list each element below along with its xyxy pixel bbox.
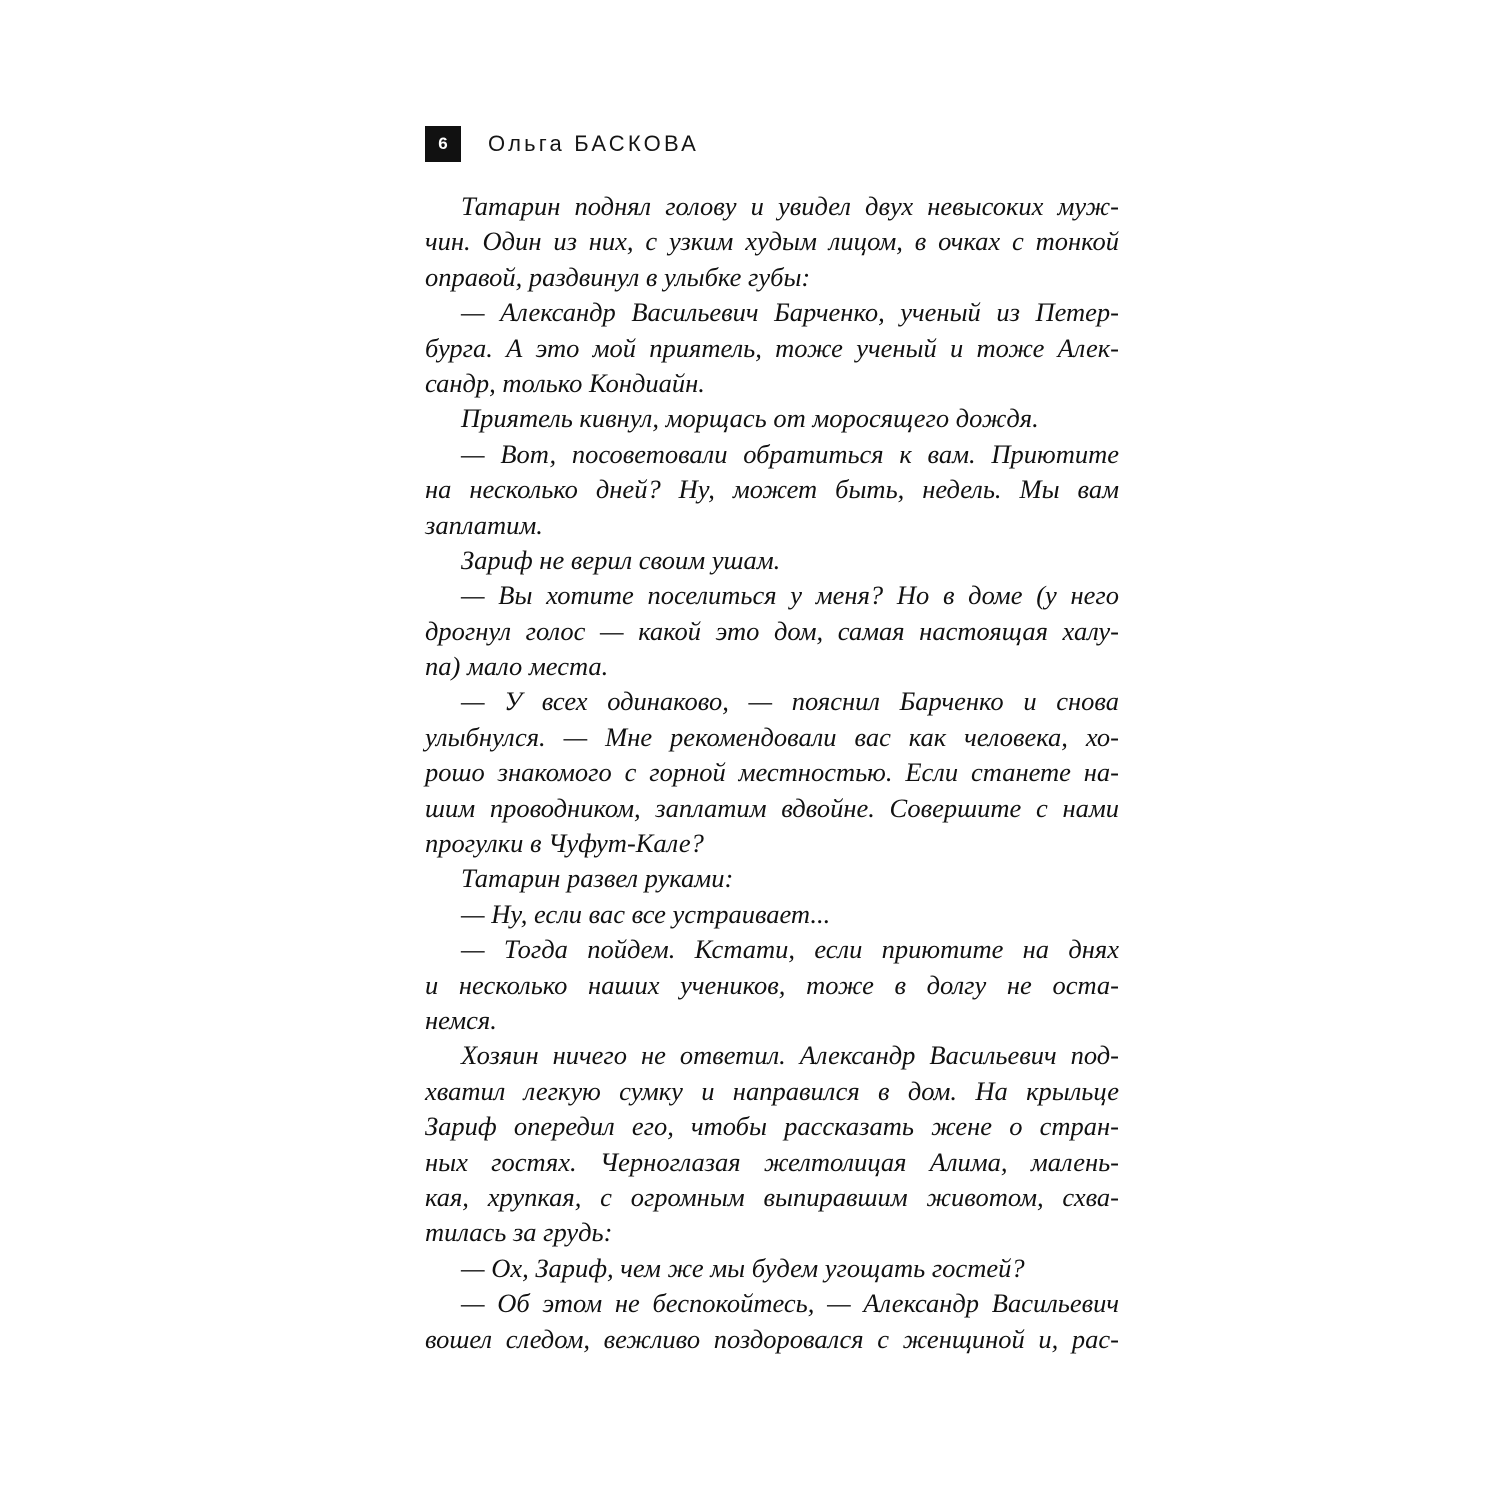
text-line: Зариф опередил его, чтобы рассказать жене о стран- [425,1111,1119,1142]
text-line: и несколько наших учеников, тоже в долгу не оста- [425,969,1119,1000]
text-line: — У всех одинаково, — пояснил Барченко и снова [461,686,1119,717]
text-line: заплатим. [425,509,543,540]
text-line: прогулки в Чуфут-Кале? [425,828,704,859]
text-line: — Тогда пойдем. Кстати, если приютите на днях [461,934,1119,965]
text-line: Зариф не верил своим ушам. [461,544,781,575]
text-line: оправой, раздвинул в улыбке губы: [425,261,811,292]
text-line: — Об этом не беспокойтесь, — Александр Васильевич [461,1288,1119,1319]
text-line: сандр, только Кондиайн. [425,367,705,398]
text-line: дрогнул голос — какой это дом, самая настоящая халу- [425,615,1119,646]
text-line: ных гостях. Черноглазая желтолицая Алима, малень- [425,1146,1119,1177]
text-line: хватил легкую сумку и направился в дом. На крыльце [425,1075,1119,1106]
text-line: — Ох, Зариф, чем же мы будем угощать гостей? [461,1252,1025,1283]
text-line: шим проводником, заплатим вдвойне. Совершите с нами [425,792,1119,823]
text-line: рошо знакомого с горной местностью. Если станете на- [425,757,1119,788]
text-line: — Вот, посоветовали обратиться к вам. Приютите [461,438,1119,469]
text-line: — Вы хотите поселиться у меня? Но в доме (у него [461,580,1119,611]
text-line: вошел следом, вежливо поздоровался с женщиной и, рас- [425,1323,1119,1354]
text-line: Хозяин ничего не ответил. Александр Васильевич под- [461,1040,1119,1071]
body-text [425,189,1119,1357]
text-line: тилась за грудь: [425,1217,613,1248]
text-line: бурга. А это мой приятель, тоже ученый и тоже Алек- [425,332,1119,363]
text-line: Приятель кивнул, морщась от моросящего дождя. [461,403,1039,434]
text-line: кая, хрупкая, с огромным выпиравшим животом, схва- [425,1181,1119,1212]
text-line: чин. Один из них, с узким худым лицом, в очках с тонкой [425,226,1119,257]
text-line: на несколько дней? Ну, может быть, недель. Мы вам [425,474,1119,505]
text-line: Татарин развел руками: [461,863,734,894]
text-line: — Ну, если вас все устраивает... [461,898,831,929]
running-header [425,126,699,162]
page-number: 6 [425,126,461,162]
text-line: Татарин поднял голову и увидел двух невысоких муж- [461,191,1119,221]
text-line: — Александр Васильевич Барченко, ученый из Петер- [461,297,1119,328]
text-line: па) мало места. [425,651,609,682]
author-name: Ольга БАСКОВА [488,131,699,156]
text-line: немся. [425,1004,497,1035]
text-line: улыбнулся. — Мне рекомендовали вас как человека, хо- [425,721,1119,752]
